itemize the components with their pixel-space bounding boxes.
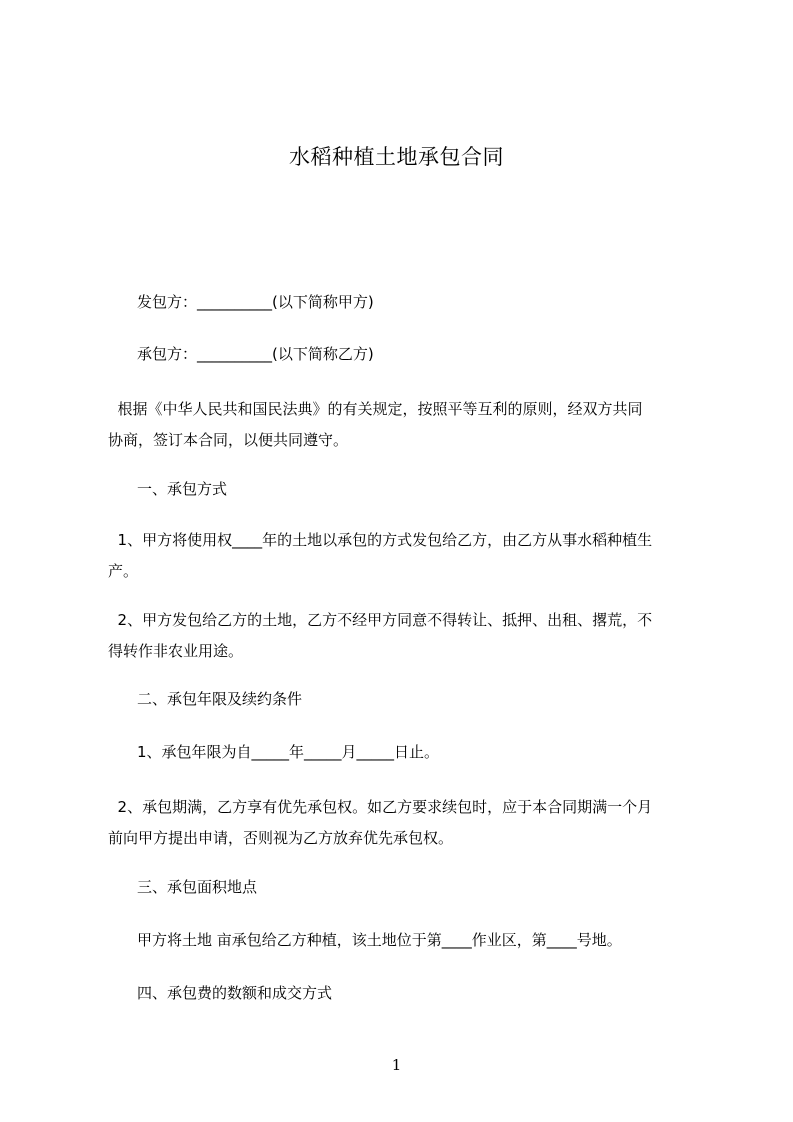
section-3-text: 甲方将土地 亩承包给乙方种植，该土地位于第____作业区，第____号地。 xyxy=(137,931,622,949)
section-3-heading: 三、承包面积地点 xyxy=(137,878,258,896)
section-1-item-2-line-2: 得转作非农业用途。 xyxy=(108,642,244,660)
section-2-heading: 二、承包年限及续约条件 xyxy=(137,690,303,708)
section-4-heading: 四、承包费的数额和成交方式 xyxy=(137,984,333,1002)
party-a-line: 发包方：__________(以下简称甲方) xyxy=(137,293,374,311)
section-1-item-2 xyxy=(108,605,708,667)
section-2-item-2-line-2: 前向甲方提出申请，否则视为乙方放弃优先承包权。 xyxy=(108,829,454,847)
document-title: 水稻种植土地承包合同 xyxy=(289,145,504,169)
section-1-item-1-line-2: 产。 xyxy=(108,562,139,580)
section-1-item-2-line-1: 2、甲方发包给乙方的土地，乙方不经甲方同意不得转让、抵押、出租、撂荒，不 xyxy=(108,611,653,629)
party-b-line: 承包方：__________(以下简称乙方) xyxy=(137,345,374,363)
page-number: 1 xyxy=(391,1056,402,1074)
section-1-item-1-line-1: 1、甲方将使用权____年的土地以承包的方式发包给乙方，由乙方从事水稻种植生 xyxy=(108,531,653,549)
section-2-item-2 xyxy=(108,792,708,854)
section-2-item-1: 1、承包年限为自_____年_____月_____日止。 xyxy=(137,743,440,761)
section-1-heading: 一、承包方式 xyxy=(137,480,228,498)
preamble-line-1: 根据《中华人民共和国民法典》的有关规定，按照平等互利的原则，经双方共同 xyxy=(108,400,643,418)
preamble-paragraph xyxy=(108,394,708,456)
section-1-item-1 xyxy=(108,525,708,587)
preamble-line-2: 协商，签订本合同，以便共同遵守。 xyxy=(108,431,349,449)
section-2-item-2-line-1: 2、承包期满，乙方享有优先承包权。如乙方要求续包时，应于本合同期满一个月 xyxy=(108,798,653,816)
